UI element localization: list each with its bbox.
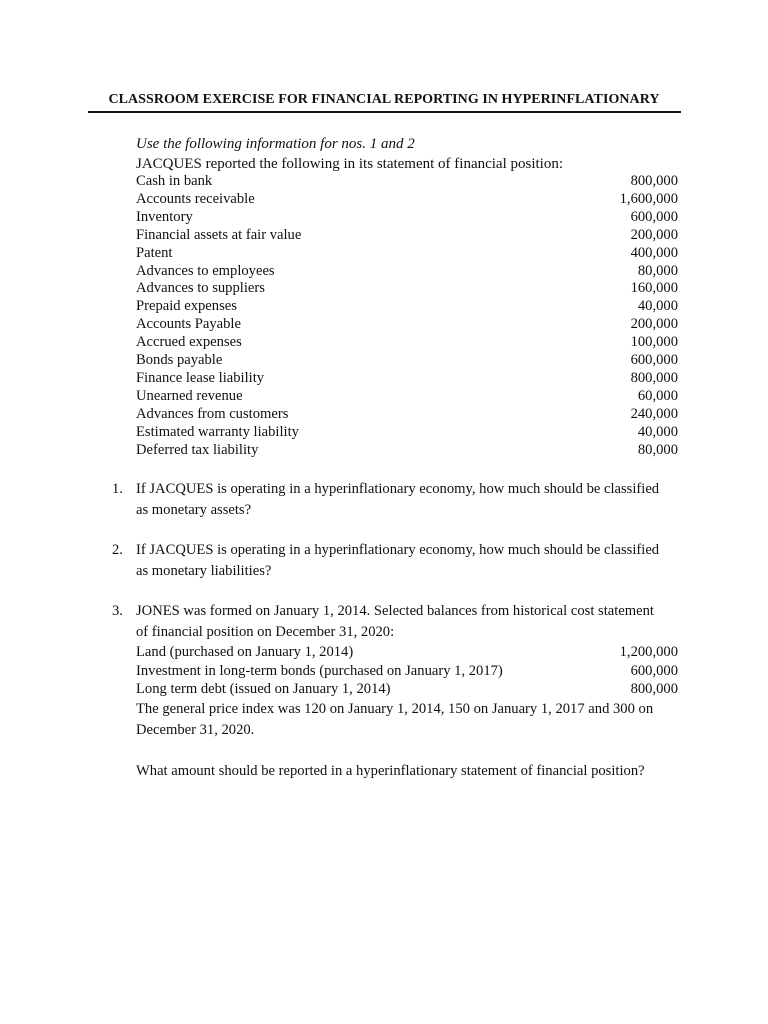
item-amount: 200,000 — [630, 226, 678, 243]
list-item — [136, 643, 678, 662]
list-item — [136, 173, 678, 191]
list-item — [136, 245, 678, 263]
item-amount: 80,000 — [637, 262, 678, 279]
item-label: Long term debt (issued on January 1, 2014) — [136, 681, 391, 697]
question-number: 2. — [112, 542, 123, 558]
title-underline — [88, 111, 681, 113]
item-label: Patent — [136, 244, 173, 261]
item-amount: 100,000 — [630, 334, 678, 351]
question-text — [136, 601, 678, 782]
price-index-line: December 31, 2020. — [136, 721, 255, 738]
item-amount: 800,000 — [630, 681, 678, 697]
list-item — [136, 680, 678, 699]
item-label: Advances from customers — [136, 405, 289, 422]
question-1 — [112, 479, 678, 521]
item-label: Advances to suppliers — [136, 280, 265, 297]
item-amount: 600,000 — [630, 352, 678, 369]
item-amount: 160,000 — [630, 280, 678, 297]
item-amount: 80,000 — [637, 441, 678, 458]
item-label: Accrued expenses — [136, 334, 242, 351]
question-ask: What amount should be reported in a hyperinflationary statement of financial position? — [136, 762, 645, 779]
item-label: Inventory — [136, 208, 193, 225]
item-label: Accounts receivable — [136, 190, 255, 207]
jacques-info-block — [136, 134, 678, 460]
list-item — [136, 191, 678, 209]
question-text — [136, 479, 678, 521]
item-label: Financial assets at fair value — [136, 226, 302, 243]
item-amount: 1,600,000 — [619, 190, 678, 207]
item-amount: 60,000 — [637, 387, 678, 404]
question-line: If JACQUES is operating in a hyperinflationary economy, how much should be classified — [136, 542, 660, 558]
item-amount: 200,000 — [630, 316, 678, 333]
item-label: Advances to employees — [136, 262, 275, 279]
item-amount: 600,000 — [630, 662, 678, 679]
item-amount: 40,000 — [637, 298, 678, 315]
list-item — [136, 280, 678, 298]
list-item — [136, 662, 678, 681]
question-line: JONES was formed on January 1, 2014. Selected balances from historical cost statement — [136, 603, 654, 619]
jones-items-list — [136, 643, 678, 699]
item-label: Estimated warranty liability — [136, 423, 299, 440]
list-item — [136, 370, 678, 388]
question-line: If JACQUES is operating in a hyperinflationary economy, how much should be classified — [136, 481, 660, 497]
list-item — [136, 424, 678, 442]
item-label: Accounts Payable — [136, 316, 241, 333]
item-amount: 400,000 — [630, 244, 678, 261]
list-item — [136, 406, 678, 424]
item-label: Finance lease liability — [136, 369, 265, 386]
item-label: Deferred tax liability — [136, 441, 259, 458]
item-label: Prepaid expenses — [136, 298, 237, 315]
item-label: Investment in long-term bonds (purchased on January 1, 2017) — [136, 662, 503, 679]
jacques-items-list — [136, 173, 678, 460]
item-amount: 40,000 — [637, 423, 678, 440]
list-item — [136, 316, 678, 334]
item-label: Land (purchased on January 1, 2014) — [136, 644, 354, 660]
question-text — [136, 540, 678, 582]
list-item — [136, 263, 678, 281]
question-3 — [112, 601, 678, 782]
item-label: Bonds payable — [136, 352, 223, 369]
question-number: 1. — [112, 481, 123, 497]
item-amount: 600,000 — [630, 208, 678, 225]
item-amount: 800,000 — [630, 173, 678, 189]
item-label: Unearned revenue — [136, 387, 243, 404]
list-item — [136, 334, 678, 352]
item-amount: 240,000 — [630, 405, 678, 422]
list-item — [136, 388, 678, 406]
list-item — [136, 209, 678, 227]
item-amount: 800,000 — [630, 369, 678, 386]
question-line: as monetary assets? — [136, 502, 252, 518]
question-line: as monetary liabilities? — [136, 563, 272, 579]
item-amount: 1,200,000 — [619, 644, 678, 660]
jacques-lead: JACQUES reported the following in its statement of financial position: — [136, 156, 564, 172]
price-index-line: The general price index was 120 on January 1, 2014, 150 on January 1, 2017 and 300 on — [136, 700, 654, 717]
question-2 — [112, 540, 678, 582]
document-title: CLASSROOM EXERCISE FOR FINANCIAL REPORTING IN HYPERINFLATIONARY — [108, 92, 660, 107]
question-number: 3. — [112, 603, 123, 619]
list-item — [136, 298, 678, 316]
intro-note: Use the following information for nos. 1 and 2 — [136, 136, 415, 152]
list-item — [136, 442, 678, 460]
list-item — [136, 352, 678, 370]
question-line: of financial position on December 31, 2020: — [136, 624, 395, 640]
item-label: Cash in bank — [136, 173, 213, 189]
list-item — [136, 227, 678, 245]
